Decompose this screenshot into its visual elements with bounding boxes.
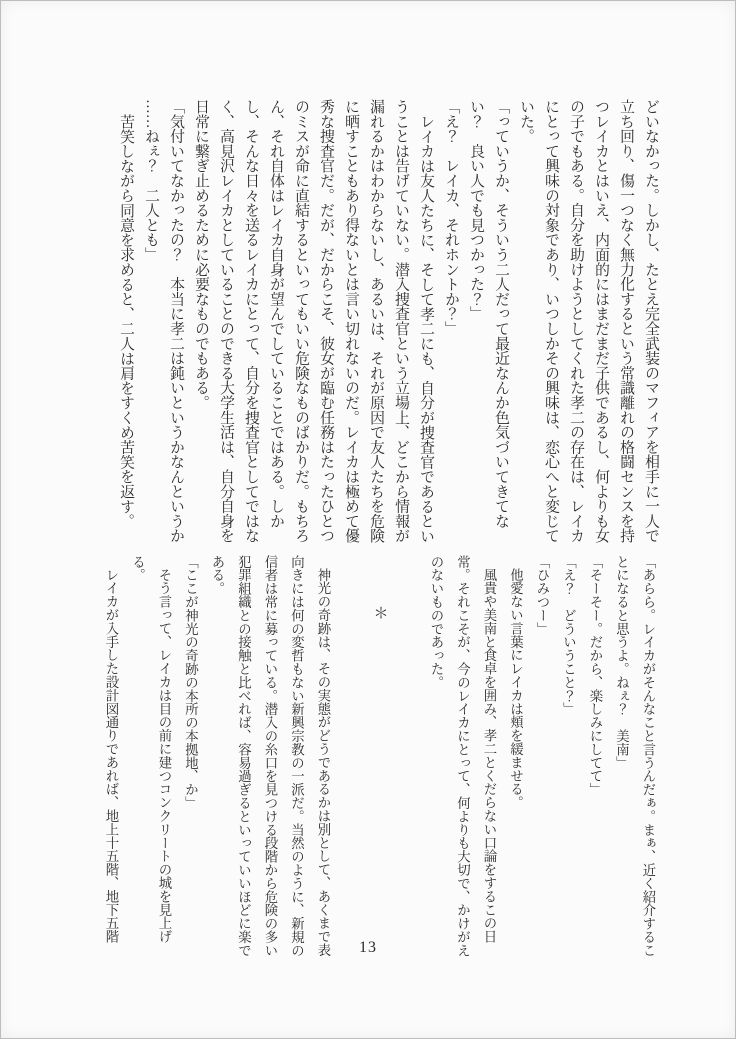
text-line: く、高見沢レイカとしていることのできる大学生活は、自分自身を xyxy=(218,99,234,543)
vertical-text-block-top xyxy=(113,99,663,561)
text-line: 立ち回り、傷一つなく無力化するという常識離れの格闘センスを持 xyxy=(618,99,634,543)
text-line: 向きには何の変哲もない新興宗教の一派だ。当然のように、新規の xyxy=(289,555,305,957)
text-line: うことは告げていない。潜入捜査官という立場上、どこから情報が xyxy=(393,99,409,543)
text-line: 信者は常に募っている。潜入の糸口を見つける段階から危険の多い xyxy=(263,555,278,957)
text-line: レイカは友人たちに、そして孝二にも、自分が捜査官であるとい xyxy=(418,113,434,543)
page-number: 13 xyxy=(359,939,377,956)
text-line: る。 xyxy=(130,555,146,582)
text-line: 苦笑しながら同意を求めると、二人は肩をすくめ苦笑を返す。 xyxy=(118,113,134,529)
text-line: 漏れるかはわからないし、あるいは、それが原因で友人たちを危険 xyxy=(368,99,384,543)
text-line: 「そーそー。だから、楽しみにしてて」 xyxy=(588,555,603,797)
text-line: そう言って、レイカは目の前に建つコンクリートの城を見上げ xyxy=(157,568,172,944)
text-line: 秀な捜査官だ。だが、だからこそ、彼女が臨む任務はたったひとつ xyxy=(318,99,334,543)
text-line: 「っていうか、そういう二人だって最近なんか色気づいてきてな xyxy=(493,99,509,529)
text-line: 「え？ レイカ、それホントか？」 xyxy=(443,99,459,336)
text-line: どいなかった。しかし、たとえ完全武装のマフィアを相手に一人で xyxy=(643,99,659,543)
section-separator: ＊ xyxy=(371,605,388,620)
text-line: 神光の奇跡は、その実態がどうであるかは別として、あくまで表 xyxy=(316,568,331,957)
text-line: 犯罪組織との接触と比べれば、容易過ぎるといっていいほどに楽で xyxy=(236,555,252,957)
text-line: 「え？ どういうこと？」 xyxy=(561,555,577,716)
text-line: 「ここが神光の奇跡の本所の本拠地、か」 xyxy=(183,555,199,810)
text-line: 常。それこそが、今のレイカにとって、何よりも大切で、かけがえ xyxy=(455,555,471,957)
text-line: の子でもある。自分を助けようとしてくれた孝二の存在は、レイカ xyxy=(568,99,584,543)
text-line: 「気付いてなかったの？ 本当に孝二は鈍いというかなんというか xyxy=(168,99,184,543)
text-line: とになると思うよ。ねぇ？ 美南」 xyxy=(614,555,630,770)
text-line: い？ 良い人でも見つかった？」 xyxy=(468,99,484,321)
text-line: 他愛ない言葉にレイカは頬を緩ませる。 xyxy=(508,568,524,810)
vertical-text-block-bottom xyxy=(98,555,662,979)
text-line: ある。 xyxy=(210,555,225,596)
text-line: ん、それ自体はレイカ自身が望んでしていることではある。しか xyxy=(268,99,284,529)
text-line: に晒すこともあり得ないとは言い切れないのだ。レイカは極めて優 xyxy=(343,99,359,543)
text-line: にとって興味の対象であり、いつしかその興味は、恋心へと変じて xyxy=(543,99,559,543)
text-line: のミスが命に直結するといってもいい危険なものばかりだ。もちろ xyxy=(293,99,309,543)
text-line: 「あらら。レイカがそんなこと言うんだぁ。まぁ、近く紹介するこ xyxy=(641,555,656,957)
text-line: し、そんな日々を送るレイカにとって、自分を捜査官としてではな xyxy=(243,99,259,543)
text-line: いた。 xyxy=(518,99,534,144)
text-line: のないものであった。 xyxy=(429,555,444,689)
text-line: 「ひみつー」 xyxy=(535,555,550,636)
text-line: つレイカとはいえ、内面的にはまだまだ子供であるし、何よりも女 xyxy=(593,99,609,543)
text-line: 日常に繋ぎ止めるために必要なものでもある。 xyxy=(193,99,209,410)
text-line: レイカが入手した設計図通りであれば、地上十五階、地下五階 xyxy=(104,568,119,944)
text-line: 風貴や美南と食卓を囲み、孝二とくだらない口論をするこの日 xyxy=(482,568,497,944)
text-line: ……ねぇ？ 二人とも」 xyxy=(143,99,159,262)
